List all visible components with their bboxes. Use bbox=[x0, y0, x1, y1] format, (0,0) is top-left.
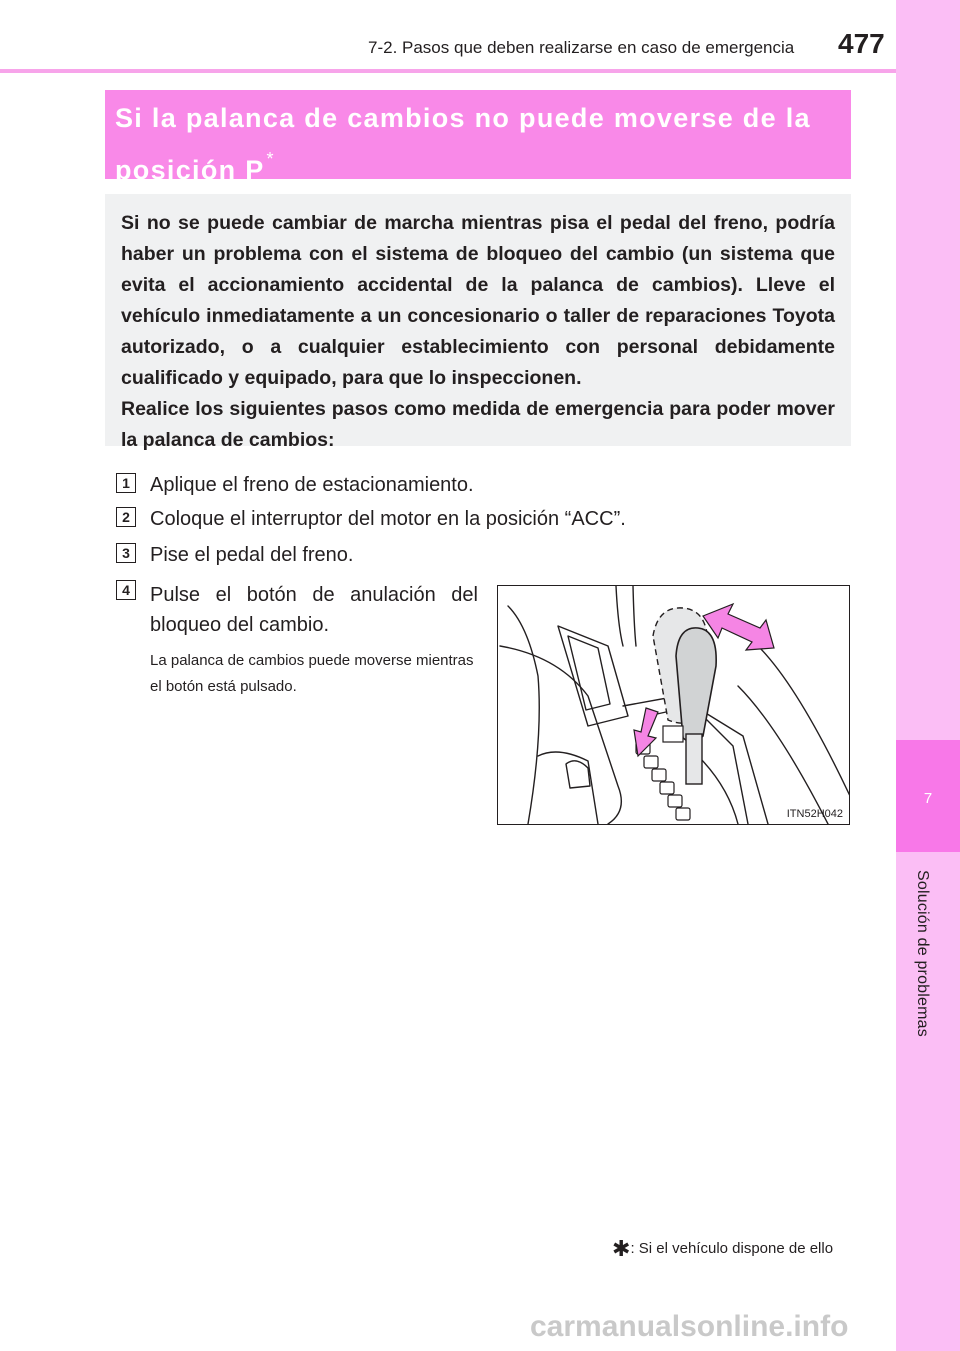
section-header: 7-2. Pasos que deben realizarse en caso de emergencia bbox=[368, 38, 795, 57]
asterisk-icon: ✱ bbox=[612, 1236, 631, 1261]
page-number: 477 bbox=[838, 28, 885, 59]
step-text-3: Pise el pedal del freno. bbox=[150, 544, 354, 566]
step-note-4: La palanca de cambios puede moverse mientras el botón está pulsado. bbox=[150, 652, 474, 695]
figure-label: ITN52H042 bbox=[786, 808, 843, 820]
title-asterisk: * bbox=[266, 149, 275, 169]
step-text-2: Coloque el interruptor del motor en la posición “ACC”. bbox=[150, 508, 626, 530]
section-title bbox=[105, 90, 851, 185]
shift-lever-drawing bbox=[498, 586, 850, 825]
step-number-3: 3 bbox=[116, 543, 136, 563]
header-rule bbox=[0, 69, 896, 73]
step-number-1: 1 bbox=[116, 473, 136, 493]
section-title-text: Si la palanca de cambios no puede moverse de la posición P bbox=[115, 103, 811, 185]
footnote-text: : Si el vehículo dispone de ello bbox=[630, 1240, 834, 1257]
footnote bbox=[612, 1236, 833, 1262]
side-tab bbox=[896, 0, 960, 852]
step-number-2: 2 bbox=[116, 507, 136, 527]
step-text-1: Aplique el freno de estacionamiento. bbox=[150, 474, 474, 496]
step-number-4: 4 bbox=[116, 580, 136, 600]
watermark: carmanualsonline.info bbox=[530, 1310, 849, 1343]
intro-paragraph-2: Realice los siguientes pasos como medida de emergencia para poder mover la palanca de cambios: bbox=[121, 398, 835, 451]
intro-paragraph-1: Si no se puede cambiar de marcha mientras pisa el pedal del freno, podría haber un problema con el sistema de bloqueo del cambio (un sistema que evita el accionamiento accidental de la palanca de cambios). Lleve el vehículo inmediatamente a un concesionario o taller de reparaciones Toyota autorizado, o a cualquier establecimiento con personal debidamente cualificado y equipado, para que lo inspeccionen. bbox=[121, 212, 835, 389]
shift-lever-illustration bbox=[497, 585, 850, 825]
chapter-title: Solución de problemas bbox=[914, 870, 931, 1037]
intro-box bbox=[105, 194, 851, 451]
chapter-number: 7 bbox=[923, 790, 933, 807]
step-text-4: Pulse el botón de anulación del bloqueo del cambio. bbox=[150, 584, 478, 636]
